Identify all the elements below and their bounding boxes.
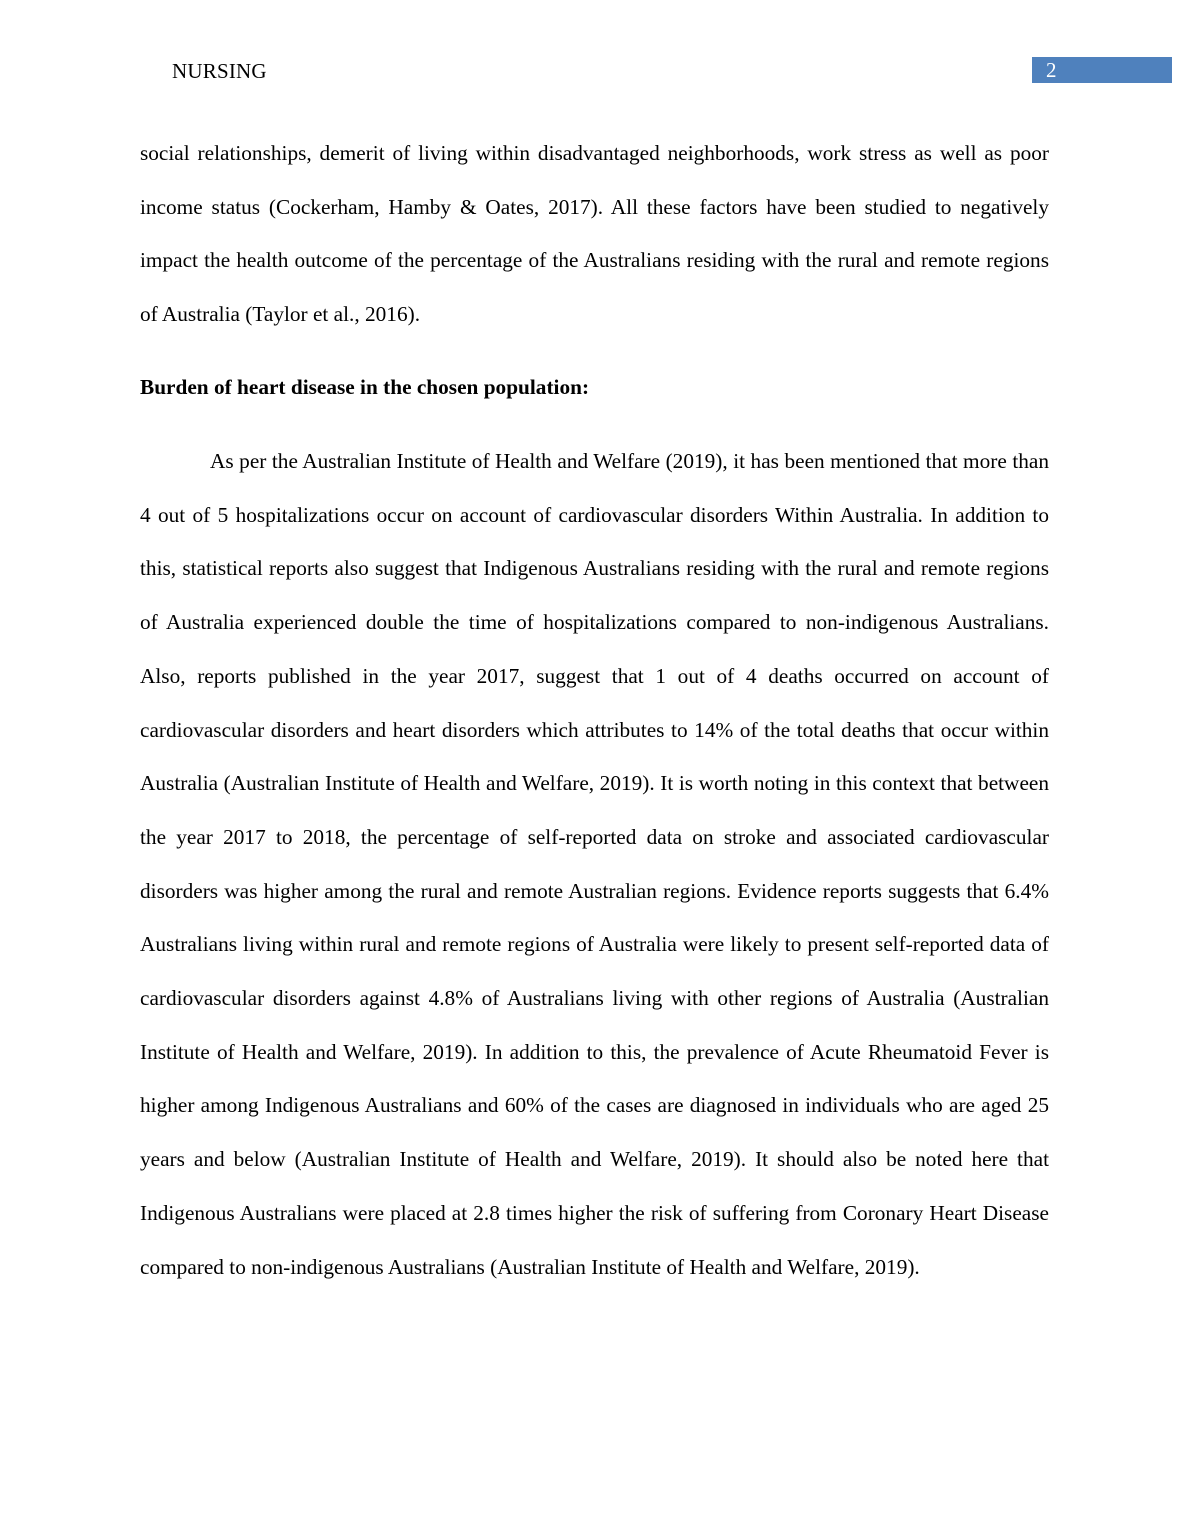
page-number-badge — [1032, 57, 1172, 83]
section-heading: Burden of heart disease in the chosen population: — [140, 375, 590, 399]
running-header-title: NURSING — [172, 59, 267, 83]
body-paragraph-1: social relationships, demerit of living within disadvantaged neighborhoods, work stress as well as poor income status (Cockerham, Hamby & Oates, 2017). All these factors have been studied to negatively impact the health outcome of the percentage of the Australians residing with the rural and remote regions of Australia (Taylor et al., 2016). — [140, 141, 1049, 327]
body-paragraph-2: As per the Australian Institute of Health and Welfare (2019), it has been mentioned that more than 4 out of 5 hospitalizations occur on account of cardiovascular disorders Within Australia. In addition to this, statistical reports also suggest that Indigenous Australians residing with the rural and remote regions of Australia experienced double the time of hospitalizations compared to non-indigenous Australians. Also, reports published in the year 2017, suggest that 1 out of 4 deaths occurred on account of cardiovascular disorders and heart disorders which attributes to 14% of the total deaths that occur within Australia (Australian Institute of Health and Welfare, 2019). It is worth noting in this context that between the year 2017 to 2018, the percentage of self-reported data on stroke and associated cardiovascular disorders was higher among the rural and remote Australian regions. Evidence reports suggests that 6.4% Australians living within rural and remote regions of Australia were likely to present self-reported data of cardiovascular disorders against 4.8% of Australians living with other regions of Australia (Australian Institute of Health and Welfare, 2019). In addition to this, the prevalence of Acute Rheumatoid Fever is higher among Indigenous Australians and 60% of the cases are diagnosed in individuals who are aged 25 years and below (Australian Institute of Health and Welfare, 2019). It should also be noted here that Indigenous Australians were placed at 2.8 times higher the risk of suffering from Coronary Heart Disease compared to non-indigenous Australians (Australian Institute of Health and Welfare, 2019). — [140, 449, 1049, 1279]
page-number: 2 — [1046, 58, 1057, 82]
